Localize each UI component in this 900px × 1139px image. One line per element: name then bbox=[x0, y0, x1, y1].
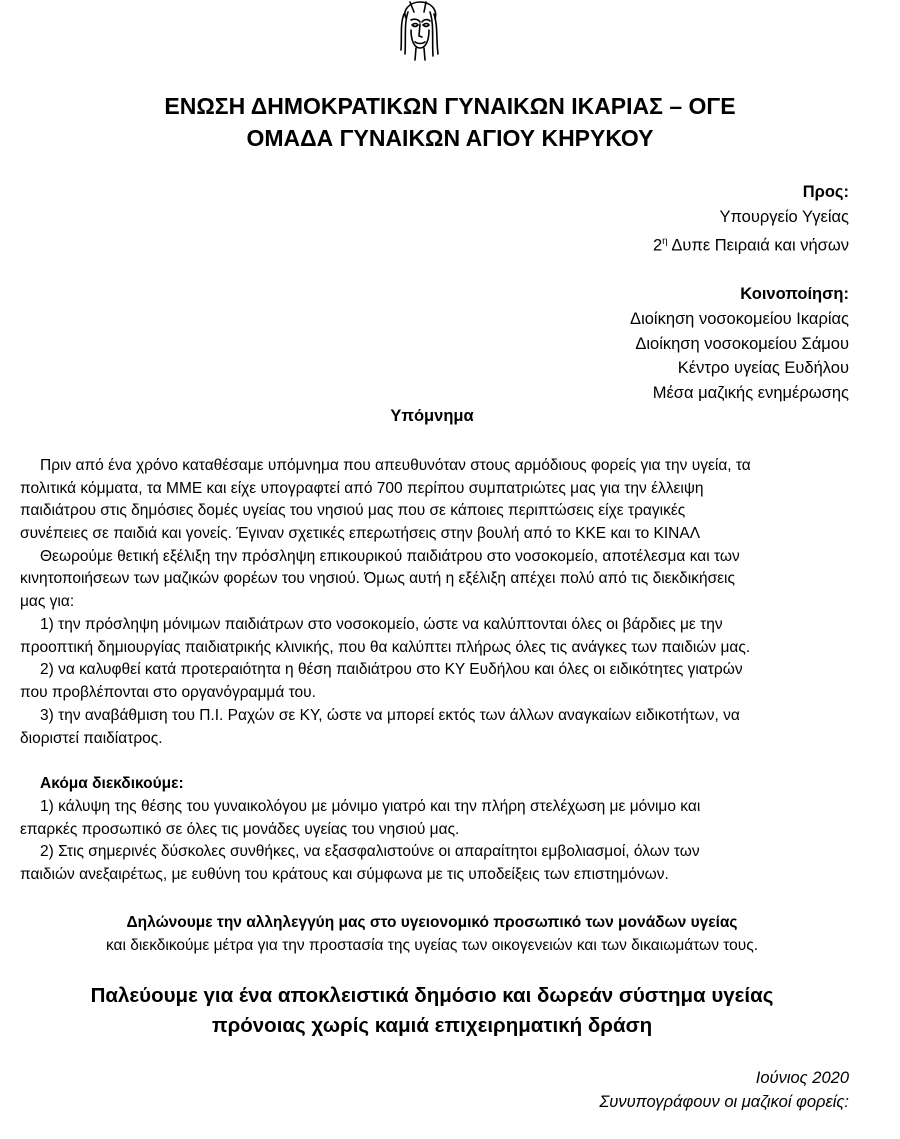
cc-item: Μέσα μαζικής ενημέρωσης bbox=[652, 384, 849, 402]
slogan-line: πρόνοιας χωρίς καμιά επιχειρηματική δράση bbox=[211, 1014, 653, 1037]
to-label: Προς: bbox=[802, 183, 849, 201]
organization-logo bbox=[396, 0, 442, 62]
demand-line: 1) κάλυψη της θέσης του γυναικολόγου με μόνιμο γιατρό και την πλήρη στελέχωση με μόνιμο και bbox=[40, 798, 701, 815]
document-date: Ιούνιος 2020 bbox=[755, 1069, 849, 1087]
body-line: μας για: bbox=[20, 593, 75, 610]
body-line: 1) την πρόσληψη μόνιμων παιδιάτρων στο νοσοκομείο, ώστε να καλύπτονται όλες οι βάρδιες με την bbox=[40, 616, 723, 633]
recipient-health-region: $2^\eta$ Δυπε Πειραιά και νήσων bbox=[652, 236, 849, 255]
recipient-ministry: Υπουργείο Υγείας bbox=[719, 208, 849, 226]
organization-subgroup: ΟΜΑΔΑ ΓΥΝΑΙΚΩΝ ΑΓΙΟΥ ΚΗΡΥΚΟΥ bbox=[246, 125, 654, 151]
slogan-line: Παλεύουμε για ένα αποκλειστικά δημόσιο και δωρεάν σύστημα υγείας bbox=[90, 984, 774, 1007]
body-line: 3) την αναβάθμιση του Π.Ι. Ραχών σε ΚΥ, ώστε να μπορεί εκτός των άλλων αναγκαίων ειδικοτήτων, να bbox=[40, 707, 740, 724]
body-line: προοπτική δημιουργίας παιδιατρικής κλινικής, που θα καλύπτει πλήρως όλες τις ανάγκες των παιδιών μας. bbox=[20, 639, 751, 656]
cc-item: Διοίκηση νοσοκομείου Ικαρίας bbox=[630, 310, 849, 328]
body-line: 2) να καλυφθεί κατά προτεραιότητα η θέση παιδιάτρου στο ΚΥ Ευδήλου και όλες οι ειδικότητες γιατρών bbox=[40, 661, 743, 678]
memo-title: Υπόμνημα bbox=[390, 407, 474, 425]
solidarity-statement: Δηλώνουμε την αλληλεγγύη μας στο υγειονομικό προσωπικό των μονάδων υγείας bbox=[126, 914, 738, 931]
solidarity-demand: και διεκδικούμε μέτρα για την προστασία της υγείας των οικογενειών και των δικαιωμάτων τους. bbox=[105, 937, 759, 954]
body-line: Θεωρούμε θετική εξέλιξη την πρόσληψη επικουρικού παιδιάτρου στο νοσοκομείο, αποτέλεσμα και των bbox=[40, 548, 740, 565]
demands-heading: Ακόμα διεκδικούμε: bbox=[40, 775, 184, 792]
organization-name: ΕΝΩΣΗ ΔΗΜΟΚΡΑΤΙΚΩΝ ΓΥΝΑΙΚΩΝ ΙΚΑΡΙΑΣ – ΟΓΕ bbox=[164, 93, 736, 119]
body-line: συνέπειες σε παιδιά και γονείς. Έγιναν σχετικές επερωτήσεις στην βουλή από το ΚΚΕ και το ΚΙΝΑΛ bbox=[20, 525, 701, 542]
cosigners-label: Συνυπογράφουν οι μαζικοί φορείς: bbox=[599, 1093, 849, 1111]
cc-item: Κέντρο υγείας Ευδήλου bbox=[677, 359, 849, 377]
body-line: παιδιάτρου στις δημόσιες δομές υγείας του νησιού μας που σε κάποιες περιπτώσεις είχε τραγικές bbox=[20, 502, 686, 519]
cc-item: Διοίκηση νοσοκομείου Σάμου bbox=[635, 335, 849, 353]
body-line: κινητοποιήσεων των μαζικών φορέων του νησιού. Όμως αυτή η εξέλιξη απέχει πολύ από τις διεκδικήσεις bbox=[20, 570, 735, 587]
body-line: που προβλέπονται στο οργανόγραμμά του. bbox=[20, 684, 316, 701]
body-line: πολιτικά κόμματα, τα ΜΜΕ και είχε υπογραφτεί από 700 περίπου συμπατριώτες μας για την έλλειψη bbox=[20, 480, 704, 497]
demand-line: 2) Στις σημερινές δύσκολες συνθήκες, να εξασφαλιστούνε οι απαραίτητοι εμβολιασμοί, όλων των bbox=[40, 843, 700, 860]
demand-line: επαρκές προσωπικό σε όλες τις μονάδες υγείας του νησιού μας. bbox=[20, 821, 460, 838]
body-line: διοριστεί παιδίατρος. bbox=[20, 730, 163, 747]
demand-line: παιδιών ανεξαιρέτως, με ευθύνη του κράτους και σύμφωνα με τις υποδείξεις των επιστημόνων. bbox=[20, 866, 669, 883]
cc-label: Κοινοποίηση: bbox=[740, 285, 849, 303]
body-line: Πριν από ένα χρόνο καταθέσαμε υπόμνημα που απευθυνόταν στους αρμόδιους φορείς για την υγεία, τα bbox=[40, 457, 751, 474]
